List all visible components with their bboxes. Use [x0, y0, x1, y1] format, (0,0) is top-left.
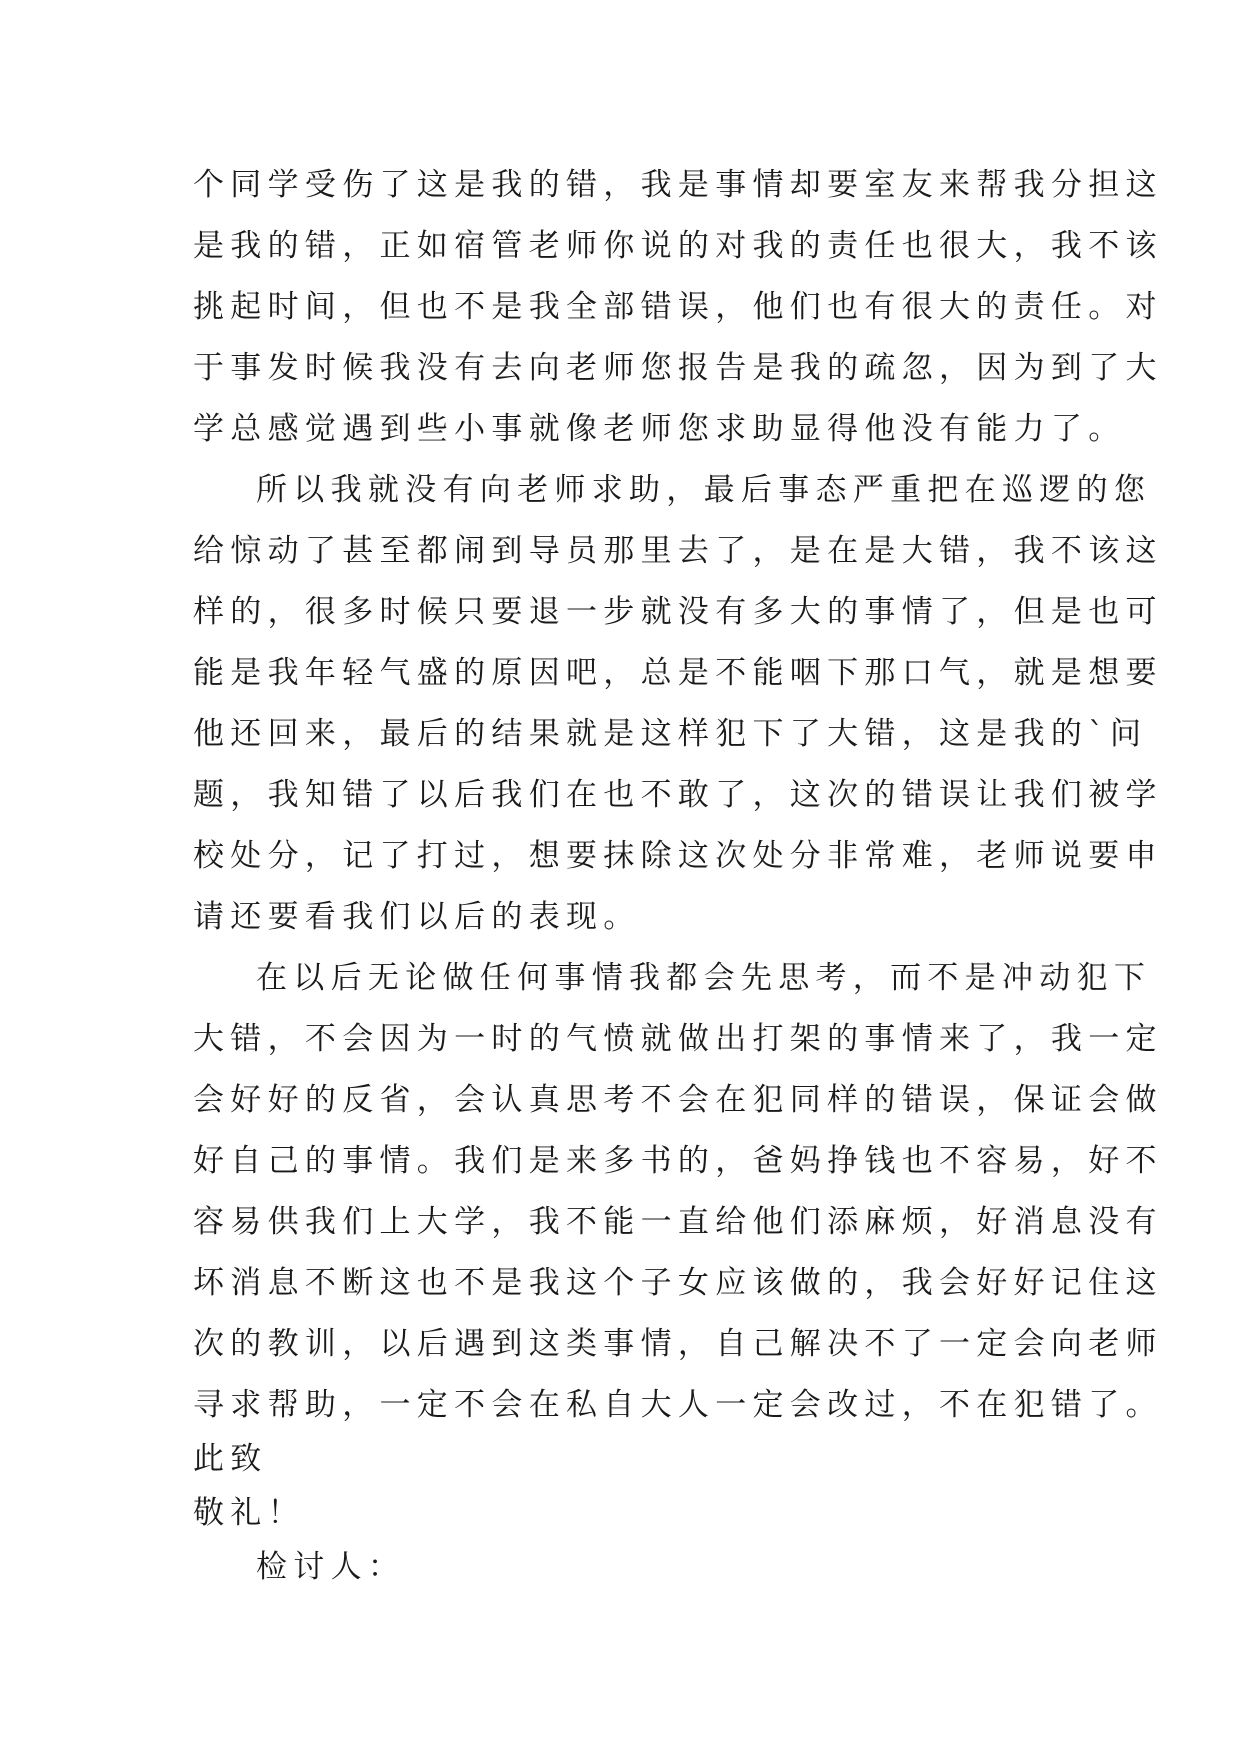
text-line: 校处分，记了打过，想要抹除这次处分非常难，老师说要申 — [193, 838, 1163, 874]
closing-salutation: 此致 — [193, 1441, 268, 1477]
text-line: 请还要看我们以后的表现。 — [193, 899, 641, 935]
text-line: 会好好的反省，会认真思考不会在犯同样的错误，保证会做 — [193, 1082, 1163, 1118]
text-line: 容易供我们上大学，我不能一直给他们添麻烦，好消息没有 — [193, 1204, 1163, 1240]
text-line: 个同学受伤了这是我的错，我是事情却要室友来帮我分担这 — [193, 167, 1163, 203]
text-line: 样的，很多时候只要退一步就没有多大的事情了，但是也可 — [193, 594, 1163, 630]
text-line: 寻求帮助，一定不会在私自大人一定会改过，不在犯错了。 — [193, 1387, 1163, 1423]
text-line: 能是我年轻气盛的原因吧，总是不能咽下那口气，就是想要 — [193, 655, 1163, 691]
text-line: 次的教训，以后遇到这类事情，自己解决不了一定会向老师 — [193, 1326, 1163, 1362]
text-line: 题，我知错了以后我们在也不敢了，这次的错误让我们被学 — [193, 777, 1163, 813]
text-line: 挑起时间，但也不是我全部错误，他们也有很大的责任。对 — [193, 289, 1163, 325]
text-line: 学总感觉遇到些小事就像老师您求助显得他没有能力了。 — [193, 411, 1126, 447]
paragraph-start-line: 所以我就没有向老师求助，最后事态严重把在巡逻的您 — [256, 472, 1152, 508]
text-line: 大错，不会因为一时的气愤就做出打架的事情来了，我一定 — [193, 1021, 1163, 1057]
closing-regards: 敬礼！ — [193, 1495, 305, 1531]
text-line: 好自己的事情。我们是来多书的，爸妈挣钱也不容易，好不 — [193, 1143, 1163, 1179]
text-line: 是我的错，正如宿管老师你说的对我的责任也很大，我不该 — [193, 228, 1163, 264]
signature-label: 检讨人： — [256, 1549, 406, 1585]
text-line: 他还回来，最后的结果就是这样犯下了大错，这是我的`问 — [193, 716, 1148, 752]
text-line: 坏消息不断这也不是我这个子女应该做的，我会好好记住这 — [193, 1265, 1163, 1301]
text-line: 于事发时候我没有去向老师您报告是我的疏忽，因为到了大 — [193, 350, 1163, 386]
paragraph-start-line: 在以后无论做任何事情我都会先思考，而不是冲动犯下 — [256, 960, 1152, 996]
text-line: 给惊动了甚至都闹到导员那里去了，是在是大错，我不该这 — [193, 533, 1163, 569]
